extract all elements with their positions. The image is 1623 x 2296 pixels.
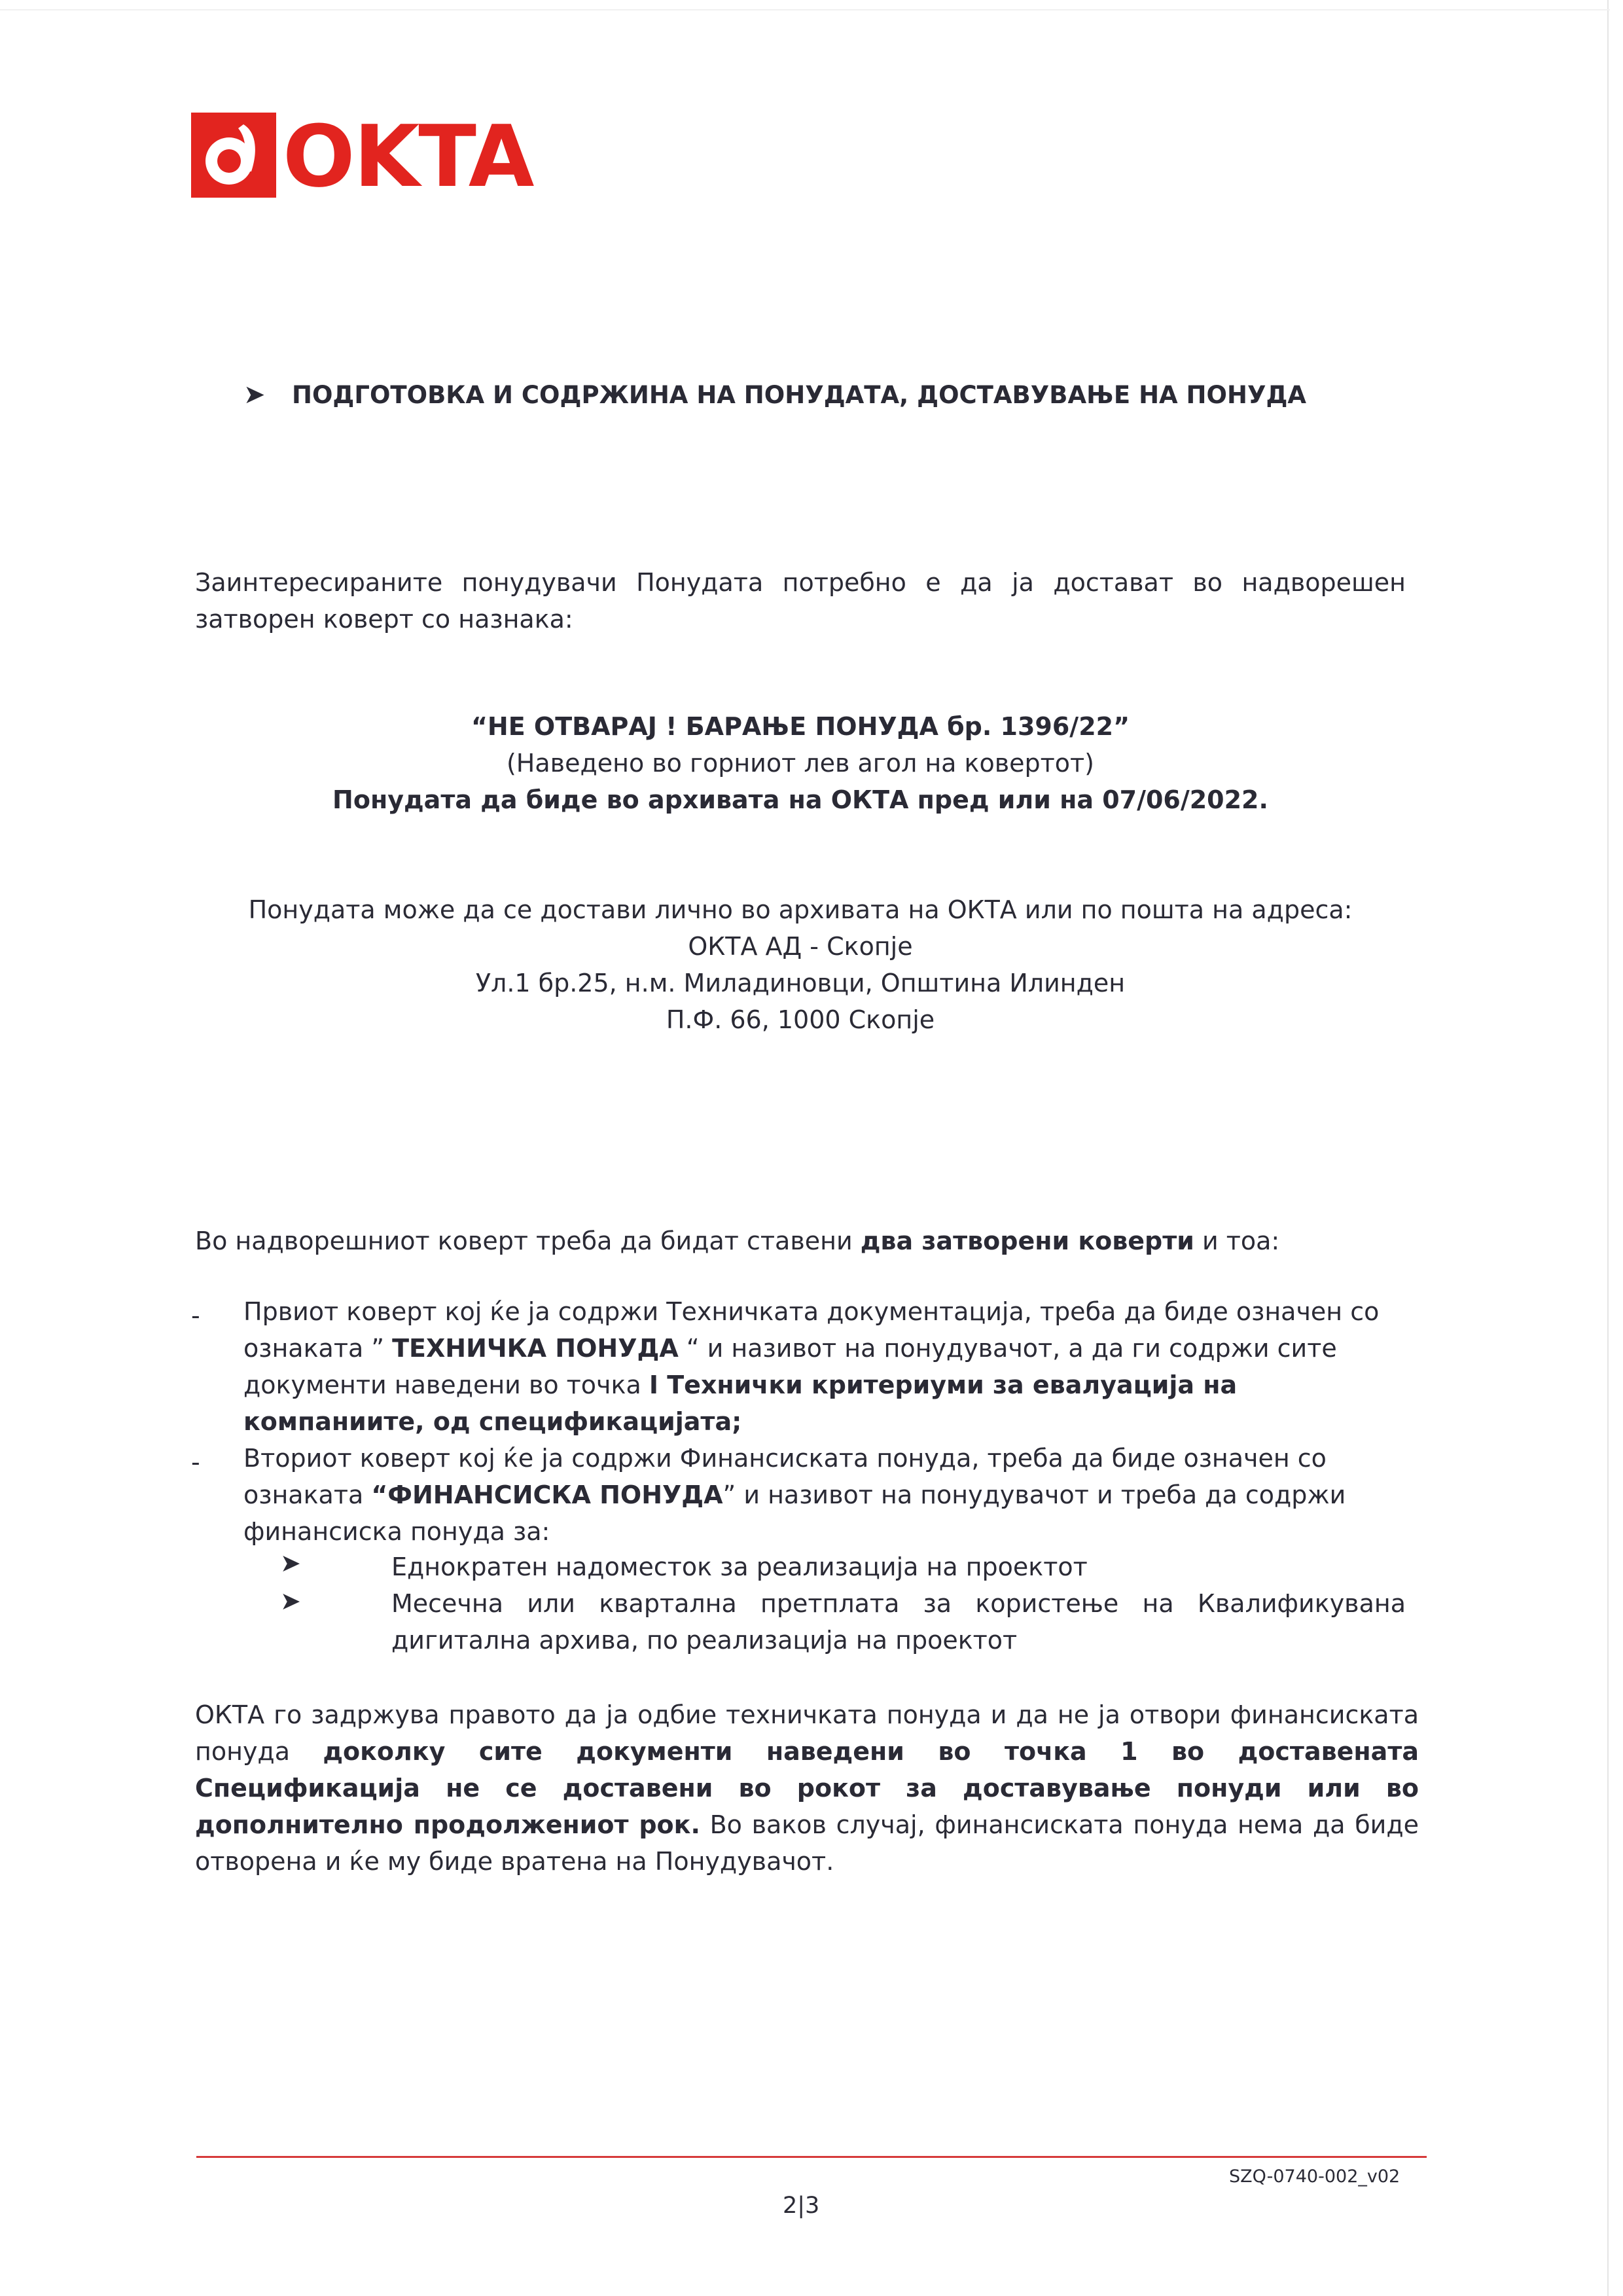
sub-item-subscription: Месечна или квартална претплата за користење на Квалификувана дигитална архива, по реализација на проектот <box>391 1589 1406 1655</box>
notice-deadline: Понудата да биде во архивата на ОКТА пред или на 07/06/2022. <box>332 785 1268 814</box>
envelopes-lead <box>195 1223 1406 1259</box>
notice-title: “НЕ ОТВАРАЈ ! БАРАЊЕ ПОНУДА бр. 1396/22” <box>471 712 1130 741</box>
envelopes-lead-bold: два затворени коверти <box>860 1227 1194 1255</box>
closing-paragraph <box>195 1696 1419 1880</box>
sub-item-one-time-fee: Еднократен надоместок за реализација на проектот <box>391 1552 1088 1581</box>
address-company: ОКТА АД - Скопје <box>688 932 913 961</box>
item1-bold-criteria: I Технички критериуми за евалуација на компаниите, од спецификацијата; <box>243 1371 1238 1436</box>
document-code: SZQ-0740-002_v02 <box>1229 2166 1400 2187</box>
arrowhead-bullet-icon: ➤ <box>243 380 266 410</box>
address-block <box>195 891 1406 1038</box>
page-edge <box>1607 0 1609 2296</box>
notice-block <box>195 708 1406 818</box>
envelopes-lead-end: и тоа: <box>1194 1227 1280 1255</box>
okta-logo-mark-icon <box>191 113 276 198</box>
item2-bold-label: “ФИНАНСИСКА ПОНУДА <box>371 1480 723 1509</box>
item1-text: Првиот коверт кој ќе ја содржи Техничката документација, треба да биде означен со ознаката ” <box>243 1297 1380 1363</box>
section-heading: ПОДГОТОВКА И СОДРЖИНА НА ПОНУДАТА, ДОСТАВУВАЊЕ НА ПОНУДА <box>292 381 1307 409</box>
arrowhead-bullet-icon: ➤ <box>280 1587 301 1615</box>
list-dash: - <box>191 1448 200 1477</box>
closing-text: ОКТА го задржува правото да ја одбие техничката понуда и да не ја отвори финансиската понуда <box>195 1700 1419 1766</box>
item2-text-2: ” и називот на понудувачот и треба да содржи финансиска понуда за: <box>243 1480 1346 1546</box>
list-item-technical-envelope <box>243 1293 1408 1440</box>
item1-bold-label: ТЕХНИЧКА ПОНУДА <box>392 1334 679 1363</box>
item1-text-2: “ и називот на понудувачот, а да ги содржи сите документи наведени во точка <box>243 1334 1337 1399</box>
address-po-box: П.Ф. 66, 1000 Скопје <box>666 1005 935 1034</box>
item2-text: Вториот коверт кој ќе ја содржи Финансиската понуда, треба да биде означен со ознаката <box>243 1444 1327 1509</box>
footer-divider <box>196 2156 1427 2158</box>
address-intro: Понудата може да се достави лично во архивата на ОКТА или по пошта на адреса: <box>248 895 1353 924</box>
okta-logo-text: OKTA <box>283 107 533 206</box>
page-number: 2|3 <box>783 2193 820 2219</box>
envelopes-lead-text: Во надворешниот коверт треба да бидат ставени <box>195 1227 861 1255</box>
arrowhead-bullet-icon: ➤ <box>280 1549 301 1577</box>
closing-bold: доколку сите документи наведени во точка 1 во доставената Спецификација не се доставени во рокот за доставување понуди или во дополнително продолжениот рок. <box>195 1737 1419 1839</box>
address-street: Ул.1 бр.25, н.м. Миладиновци, Општина Илинден <box>475 969 1126 997</box>
list-item-financial-envelope <box>243 1440 1408 1550</box>
notice-note: (Наведено во горниот лев агол на ковертот) <box>506 749 1094 778</box>
top-edge <box>0 9 1610 10</box>
intro-paragraph: Заинтересираните понудувачи Понудата потребно е да ја достават во надворешен затворен коверт со назнака: <box>195 568 1406 634</box>
closing-text-2: Во ваков случај, финансиската понуда нема да биде отворена и ќе му биде вратена на Понудувачот. <box>195 1810 1419 1876</box>
list-dash: - <box>191 1301 200 1330</box>
